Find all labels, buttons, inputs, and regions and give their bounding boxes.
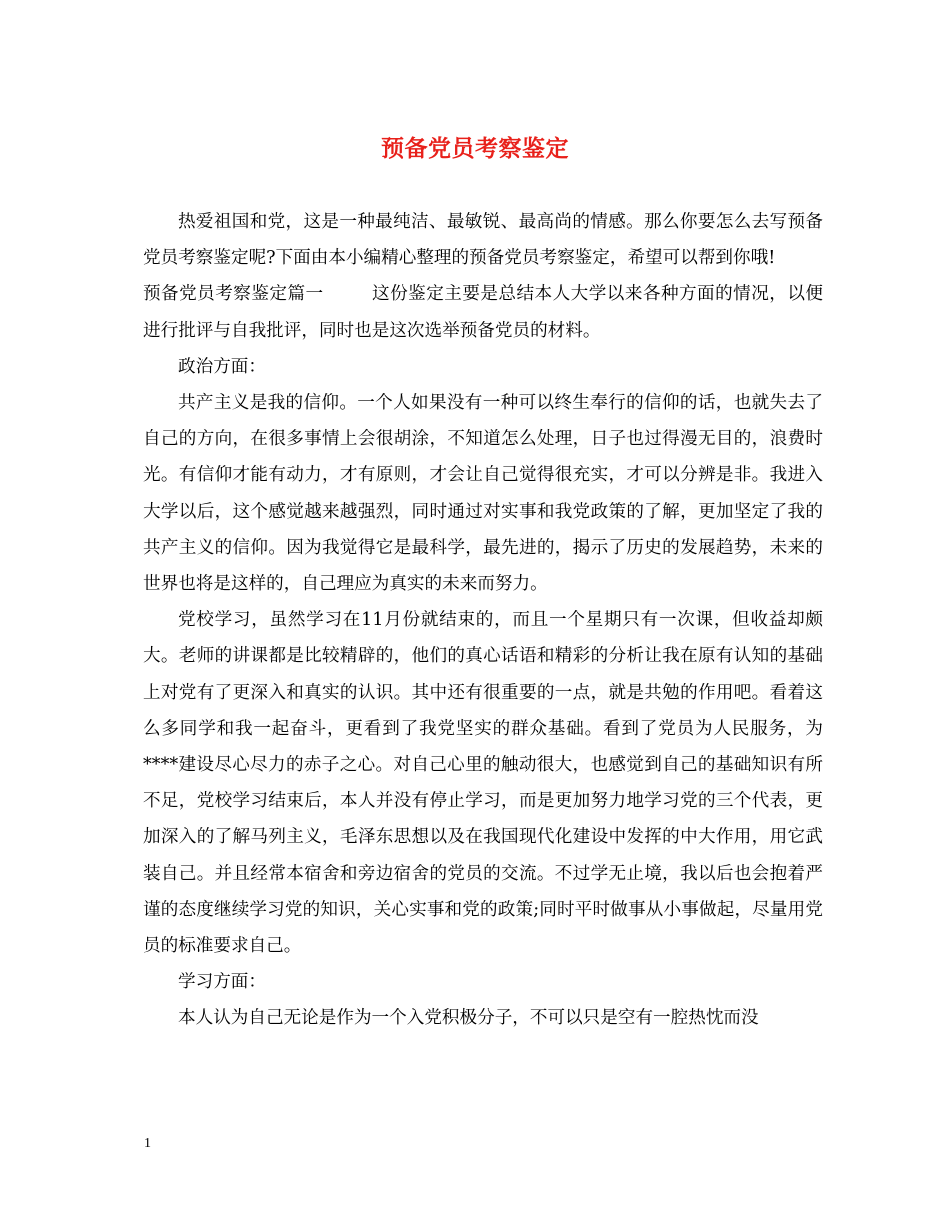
document-title: 预备党员考察鉴定 [381,135,569,162]
intro-paragraph: 热爱祖国和党，这是一种最纯洁、最敏锐、最高尚的情感。那么你要怎么去写预备党员考察鉴定呢?下面由本小编精心整理的预备党员考察鉴定，希望可以帮到你哦! [143,212,823,269]
section-intro-line [143,276,823,348]
politics-paragraph-2: 党校学习，虽然学习在11月份就结束的，而且一个星期只有一次课，但收益却颇大。老师的讲课都是比较精辟的，他们的真心话语和精彩的分析让我在原有认知的基础上对党有了更深入和真实的认识。其中还有很重要的一点，就是共勉的作用吧。看着这么多同学和我一起奋斗，更看到了我党坚实的群众基础。看到了党员为人民服务，为****建设尽心尽力的赤子之心。对自己心里的触动很大，也感觉到自己的基础知识有所不足，党校学习结束后，本人并没有停止学习，而是更加努力地学习党的三个代表，更加深入的了解马列主义，毛泽东思想以及在我国现代化建设中发挥的中大作用，用它武装自己。并且经常本宿舍和旁边宿舍的党员的交流。不过学无止境，我以后也会抱着严谨的态度继续学习党的知识，关心实事和党的政策;同时平时做事从小事做起，尽量用党员的标准要求自己。 [143,610,823,957]
document-body [143,204,823,1037]
page-number: 1 [144,1136,151,1151]
section-intro-text: 这份鉴定主要是总结本人大学以来各种方面的情况，以便进行批评与自我批评，同时也是这次选举预备党员的材料。 [143,284,823,341]
politics-paragraph-1: 共产主义是我的信仰。一个人如果没有一种可以终生奉行的信仰的话，也就失去了自己的方向，在很多事情上会很胡涂，不知道怎么处理，日子也过得漫无目的，浪费时光。有信仰才能有动力，才有原则，才会让自己觉得很充实，才可以分辨是非。我进入大学以后，这个感觉越来越强烈，同时通过对实事和我党政策的了解，更加坚定了我的共产主义的信仰。因为我觉得它是最科学，最先进的，揭示了历史的发展趋势，未来的世界也将是这样的，自己理应为真实的未来而努力。 [143,393,823,595]
study-heading: 学习方面： [178,972,266,993]
politics-heading: 政治方面： [178,356,266,377]
section-heading: 预备党员考察鉴定篇一 [143,284,324,305]
study-paragraph-1: 本人认为自己无论是作为一个入党积极分子，不可以只是空有一腔热忱而没 [178,1008,759,1029]
